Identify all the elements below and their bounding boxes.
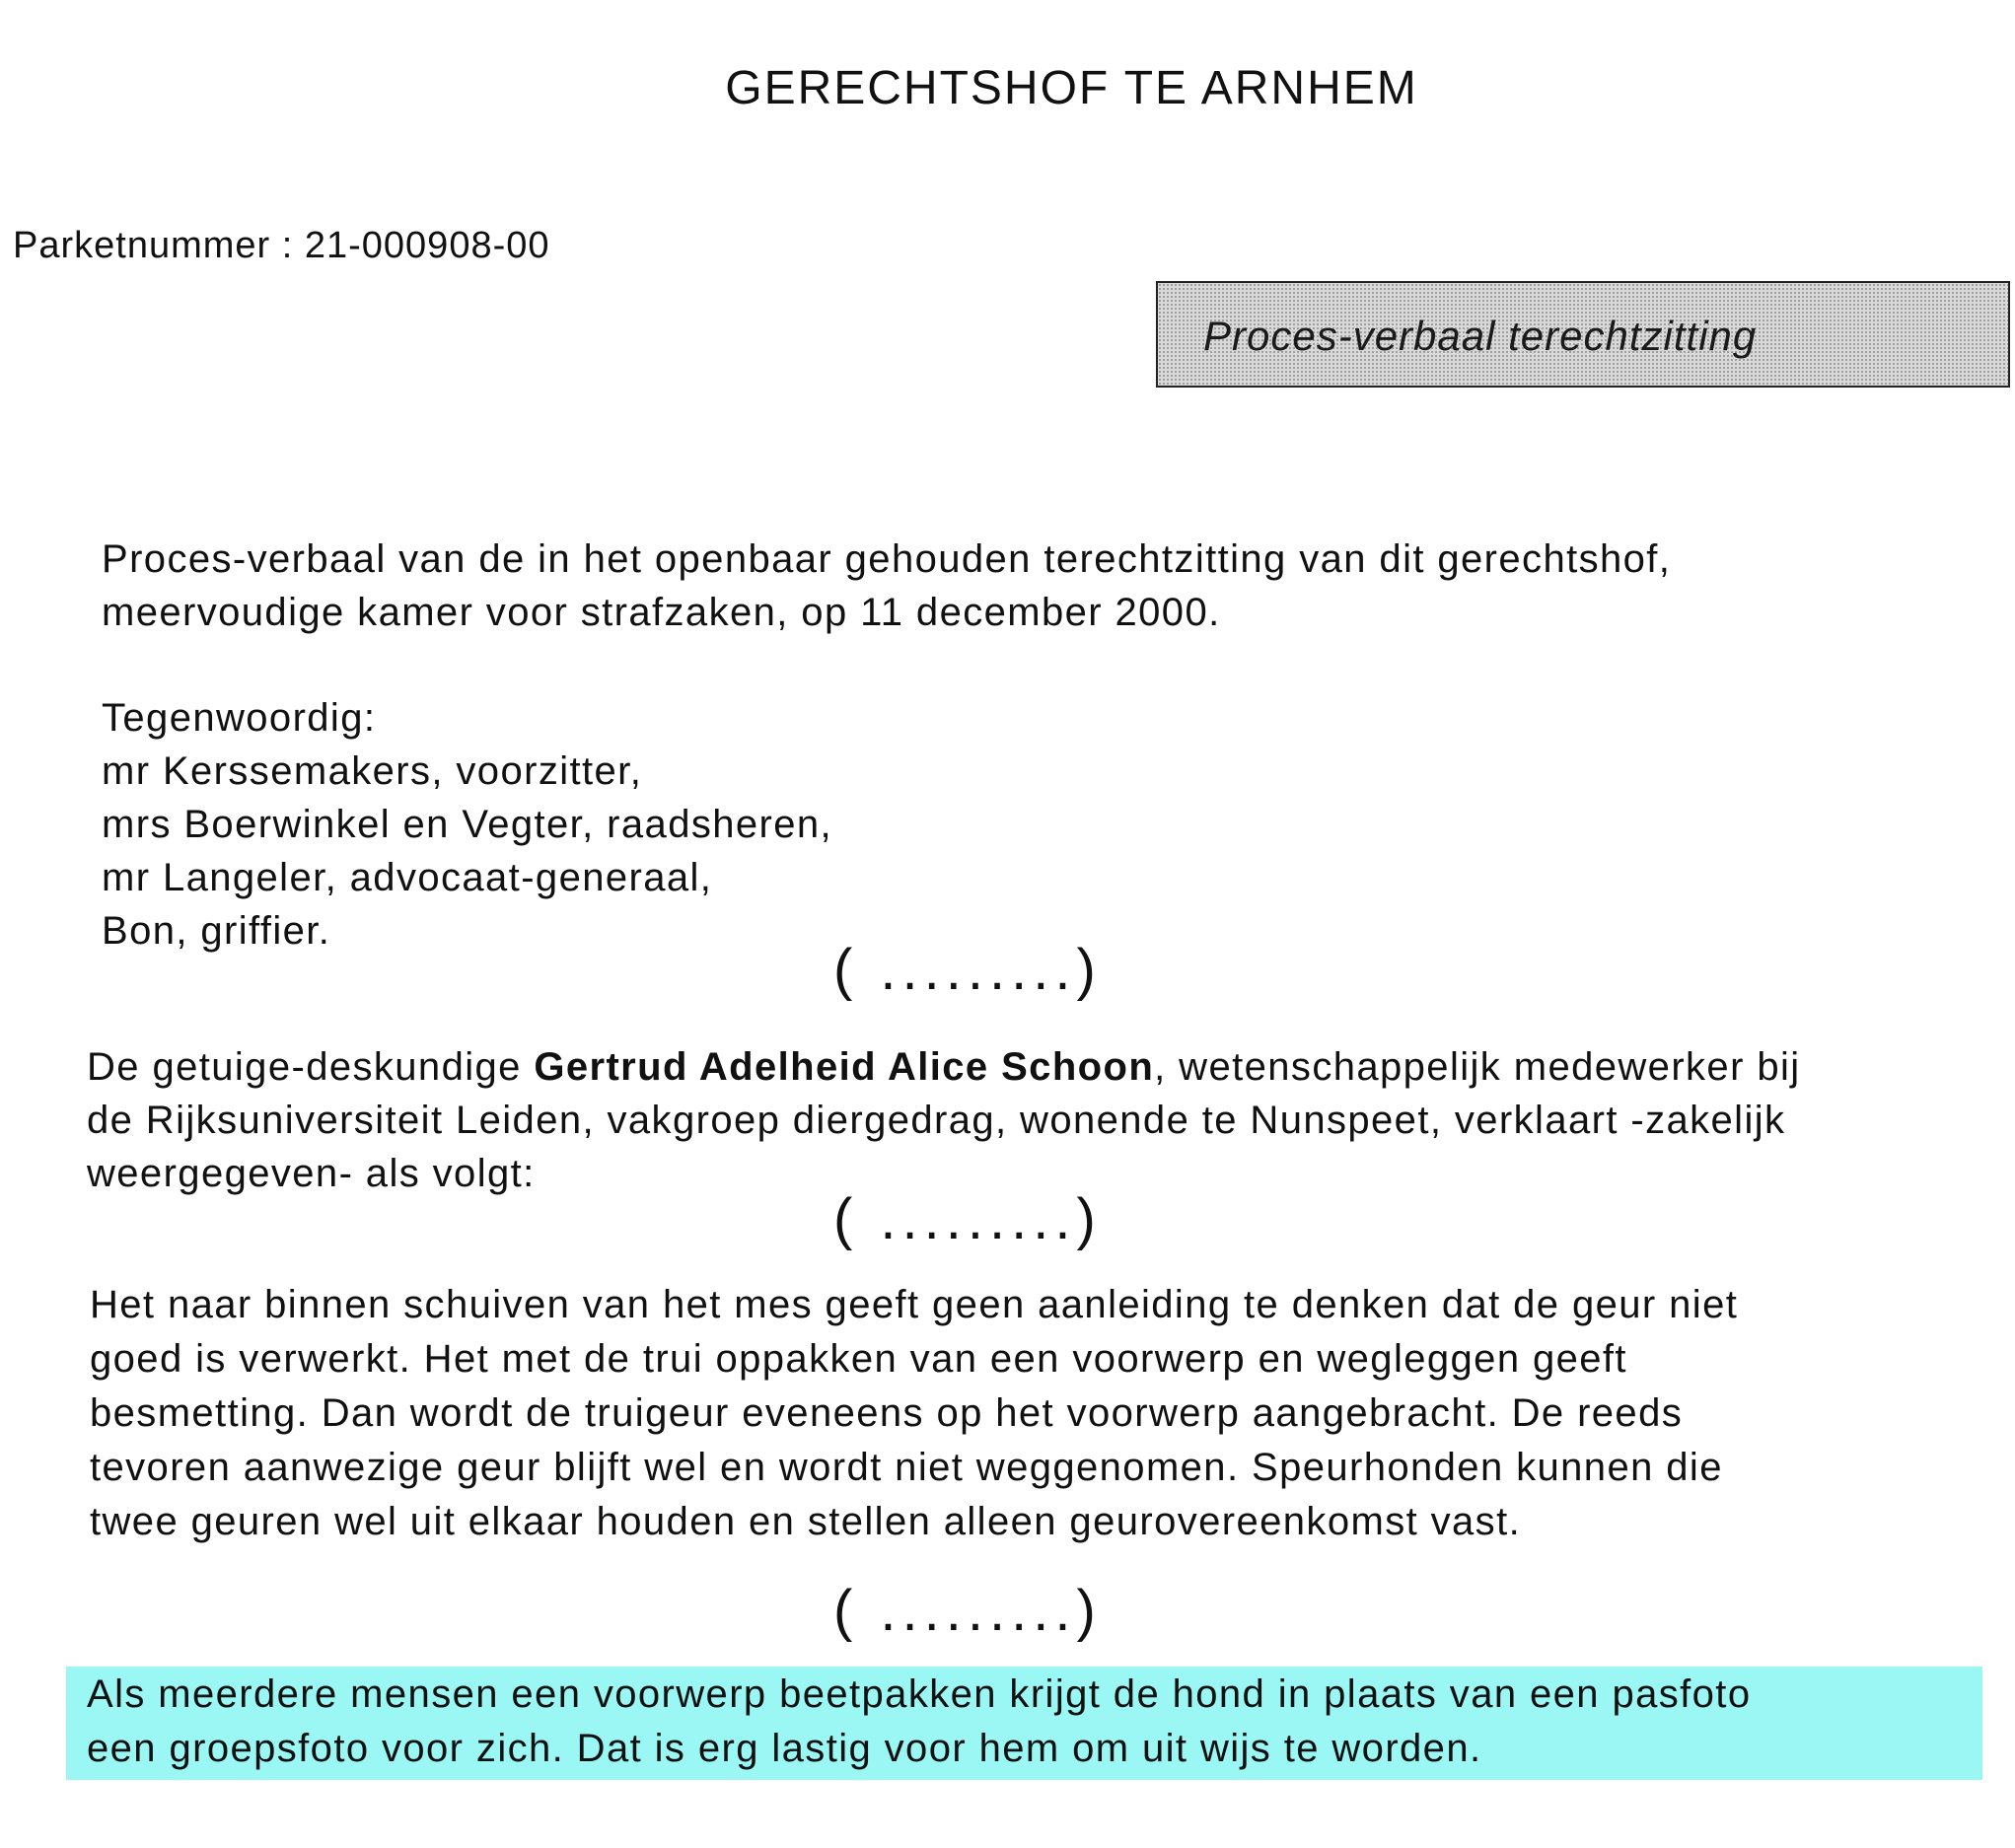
witness-name: Gertrud Adelheid Alice Schoon — [534, 1045, 1155, 1089]
omission-marker: ( .........) — [833, 938, 1102, 1002]
omission-marker: ( .........) — [833, 1187, 1102, 1251]
statement-line: besmetting. Dan wordt de truigeur eveneens op het voorwerp aangebracht. De reeds — [90, 1391, 1684, 1435]
present-list — [102, 691, 832, 958]
statement-line: twee geuren wel uit elkaar houden en stellen alleen geurovereenkomst vast. — [90, 1500, 1522, 1543]
highlighted-line: een groepsfoto voor zich. Dat is erg lastig voor hem om uit wijs te worden. — [87, 1727, 1482, 1770]
present-member: Bon, griffier. — [102, 909, 331, 953]
intro-line: meervoudige kamer voor strafzaken, op 11 december 2000. — [102, 591, 1221, 634]
witness-line: weergegeven- als volgt: — [87, 1152, 536, 1195]
omission-marker: ( .........) — [833, 1579, 1102, 1643]
witness-line: de Rijksuniversiteit Leiden, vakgroep diergedrag, wonende te Nunspeet, verklaart -zakelijk — [87, 1099, 1786, 1142]
statement-line: Het naar binnen schuiven van het mes geeft geen aanleiding te denken dat de geur niet — [90, 1283, 1739, 1326]
witness-prefix: De getuige-deskundige — [87, 1045, 535, 1089]
statement-paragraph — [90, 1278, 1738, 1549]
present-member: mrs Boerwinkel en Vegter, raadsheren, — [102, 803, 833, 846]
court-title: GERECHTSHOF TE ARNHEM — [725, 62, 1418, 114]
intro-paragraph — [102, 533, 1671, 639]
witness-paragraph — [87, 1040, 1801, 1200]
present-heading: Tegenwoordig: — [102, 696, 377, 740]
statement-line: goed is verwerkt. Het met de trui oppakken van een voorwerp en wegleggen geeft — [90, 1337, 1627, 1381]
witness-suffix: , wetenschappelijk medewerker bij — [1154, 1045, 1801, 1089]
intro-line: Proces-verbaal van de in het openbaar gehouden terechtzitting van dit gerechtshof, — [102, 537, 1672, 581]
present-member: mr Langeler, advocaat-generaal, — [102, 856, 713, 899]
document-type-box — [1156, 281, 2010, 388]
witness-line — [87, 1040, 1801, 1094]
present-member: mr Kerssemakers, voorzitter, — [102, 749, 643, 793]
highlighted-line: Als meerdere mensen een voorwerp beetpakken krijgt de hond in plaats van een pasfoto — [87, 1672, 1752, 1716]
document-type-label: Proces-verbaal terechtzitting — [1203, 313, 1758, 359]
highlighted-paragraph — [87, 1668, 1751, 1776]
statement-line: tevoren aanwezige geur blijft wel en wordt niet weggenomen. Speurhonden kunnen die — [90, 1446, 1723, 1489]
case-number: Parketnummer : 21-000908-00 — [13, 225, 550, 266]
